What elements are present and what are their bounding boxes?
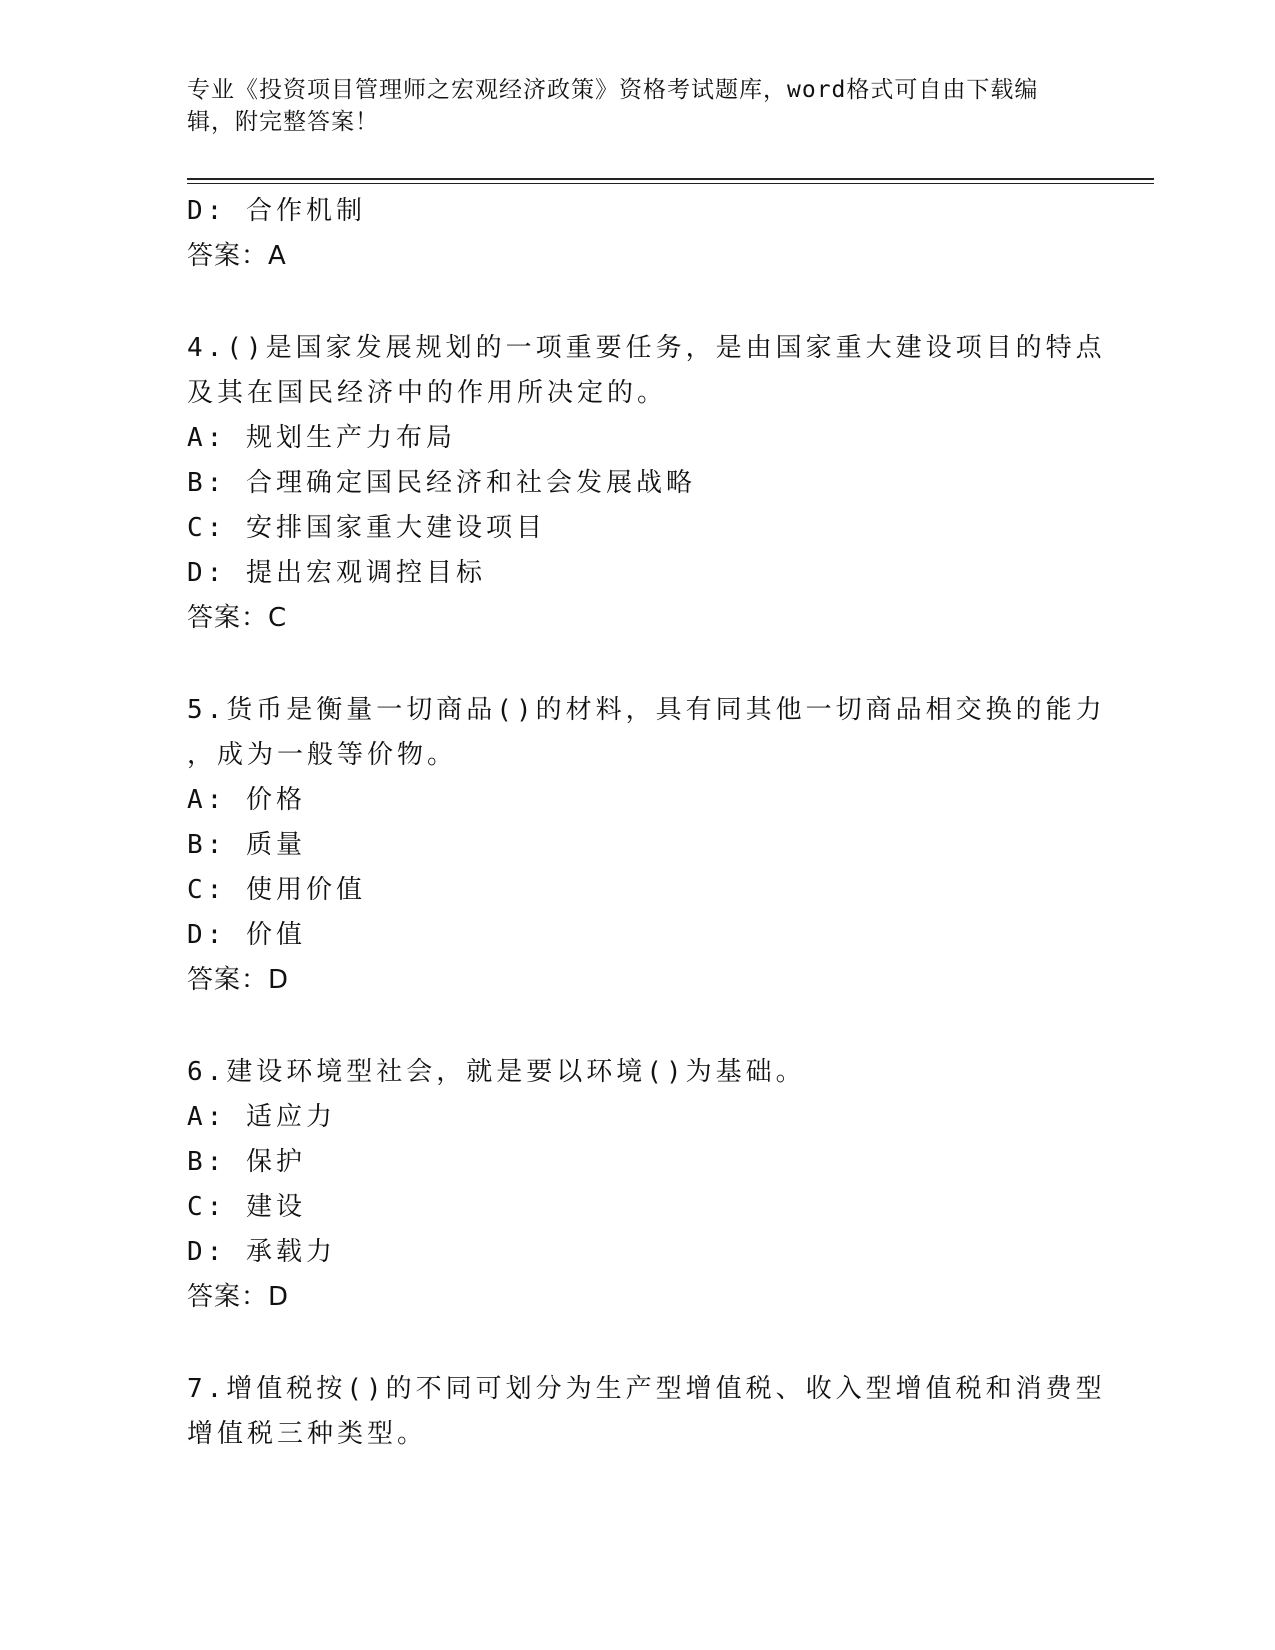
option-b: B: 质量 (187, 830, 306, 860)
question-text-continued: 增值税三种类型。 (187, 1419, 428, 1449)
option-b: B: 保护 (187, 1147, 306, 1177)
header-rule-thick (187, 178, 1154, 180)
header-line-1: 专业《投资项目管理师之宏观经济政策》资格考试题库，word格式可自由下载编 (187, 77, 1039, 103)
header-line-2: 辑，附完整答案！ (187, 109, 379, 135)
question-7 (187, 1367, 1106, 1457)
question-text: 5.货币是衡量一切商品()的材料，具有同其他一切商品相交换的能力 (187, 695, 1106, 725)
prev-question-tail (187, 189, 1087, 279)
document-header (187, 74, 1087, 138)
option-c: C: 使用价值 (187, 875, 366, 905)
question-content (187, 189, 1106, 1457)
answer-line: 答案：D (187, 965, 290, 995)
answer-line: 答案：A (187, 241, 287, 271)
option-d: D: 价值 (187, 920, 306, 950)
option-a: A: 价格 (187, 785, 306, 815)
question-4 (187, 326, 1106, 641)
answer-line: 答案：C (187, 603, 288, 633)
option-a: A: 规划生产力布局 (187, 423, 456, 453)
option-c: C: 建设 (187, 1192, 306, 1222)
question-text: 4.()是国家发展规划的一项重要任务，是由国家重大建设项目的特点 (187, 333, 1106, 363)
option-d: D: 提出宏观调控目标 (187, 558, 486, 588)
option-c: C: 安排国家重大建设项目 (187, 513, 546, 543)
question-text-continued: 及其在国民经济中的作用所决定的。 (187, 378, 668, 408)
question-5 (187, 688, 1106, 1003)
question-text: 7.增值税按()的不同可划分为生产型增值税、收入型增值税和消费型 (187, 1374, 1106, 1404)
option-d: D: 承载力 (187, 1237, 336, 1267)
option-b: B: 合理确定国民经济和社会发展战略 (187, 468, 696, 498)
answer-line: 答案：D (187, 1282, 290, 1312)
option-a: A: 适应力 (187, 1102, 336, 1132)
question-text-continued: ，成为一般等价物。 (187, 740, 458, 770)
header-rule-thin (187, 183, 1154, 184)
question-text: 6.建设环境型社会，就是要以环境()为基础。 (187, 1057, 806, 1087)
option-d: D: 合作机制 (187, 196, 366, 226)
question-6 (187, 1050, 1087, 1320)
